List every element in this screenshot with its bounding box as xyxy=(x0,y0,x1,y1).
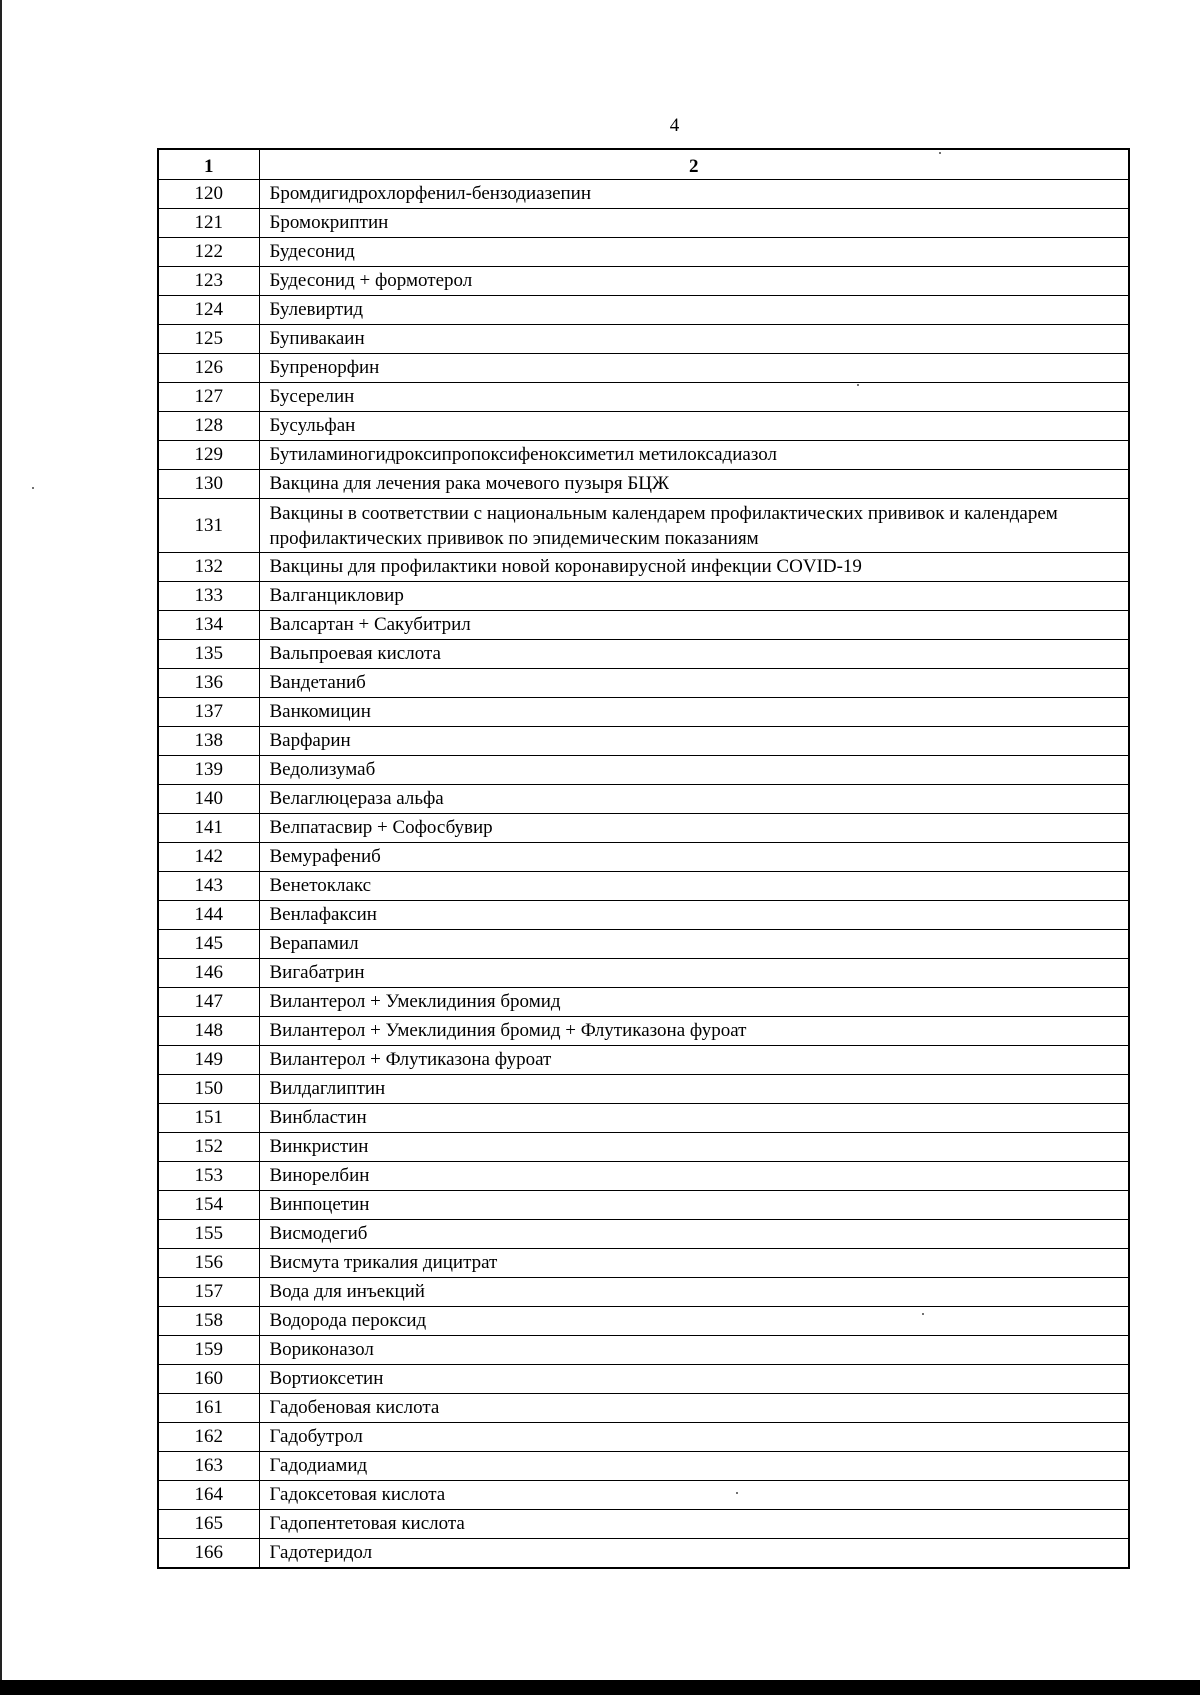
row-number-cell: 130 xyxy=(158,470,259,499)
row-number-cell: 125 xyxy=(158,325,259,354)
table-row xyxy=(158,611,1129,640)
row-number-cell: 162 xyxy=(158,1423,259,1452)
table-row xyxy=(158,441,1129,470)
medication-name-cell: Булевиртид xyxy=(259,296,1129,325)
medication-name-cell: Бромдигидрохлорфенил-бензодиазепин xyxy=(259,180,1129,209)
medication-name-cell: Валганцикловир xyxy=(259,582,1129,611)
row-number-cell: 144 xyxy=(158,901,259,930)
row-number-cell: 150 xyxy=(158,1075,259,1104)
medication-name-cell: Бромокриптин xyxy=(259,209,1129,238)
medication-name-cell: Вилдаглиптин xyxy=(259,1075,1129,1104)
table-row xyxy=(158,1452,1129,1481)
table-row xyxy=(158,209,1129,238)
medication-name-cell: Венетоклакс xyxy=(259,872,1129,901)
medication-name-cell: Вальпроевая кислота xyxy=(259,640,1129,669)
table-header-row xyxy=(158,149,1129,180)
table-row xyxy=(158,553,1129,582)
table-row xyxy=(158,238,1129,267)
medication-name-cell: Гадопентетовая кислота xyxy=(259,1510,1129,1539)
medication-name-cell: Винорелбин xyxy=(259,1162,1129,1191)
row-number-cell: 131 xyxy=(158,499,259,553)
row-number-cell: 165 xyxy=(158,1510,259,1539)
medication-name-cell: Будесонид xyxy=(259,238,1129,267)
table-row xyxy=(158,1481,1129,1510)
medication-name-cell: Винкристин xyxy=(259,1133,1129,1162)
row-number-cell: 154 xyxy=(158,1191,259,1220)
table-row xyxy=(158,1017,1129,1046)
row-number-cell: 160 xyxy=(158,1365,259,1394)
row-number-cell: 156 xyxy=(158,1249,259,1278)
table-row xyxy=(158,785,1129,814)
medication-name-cell: Вакцины в соответствии с национальным календарем профилактических прививок и календарем профилактических прививок по эпидемическим показаниям xyxy=(259,499,1129,553)
scan-speck xyxy=(857,384,859,386)
row-number-cell: 146 xyxy=(158,959,259,988)
row-number-cell: 136 xyxy=(158,669,259,698)
table-row xyxy=(158,1191,1129,1220)
medication-name-cell: Велпатасвир + Софосбувир xyxy=(259,814,1129,843)
row-number-cell: 166 xyxy=(158,1539,259,1569)
medication-name-cell: Ведолизумаб xyxy=(259,756,1129,785)
table-row xyxy=(158,470,1129,499)
table-row xyxy=(158,1394,1129,1423)
table-row xyxy=(158,1133,1129,1162)
table-row xyxy=(158,296,1129,325)
row-number-cell: 128 xyxy=(158,412,259,441)
table-row xyxy=(158,383,1129,412)
medication-name-cell: Варфарин xyxy=(259,727,1129,756)
table-body xyxy=(158,180,1129,1569)
table-row xyxy=(158,499,1129,553)
page-number: 4 xyxy=(669,115,680,136)
medication-name-cell: Бусерелин xyxy=(259,383,1129,412)
medication-name-cell: Винбластин xyxy=(259,1104,1129,1133)
row-number-cell: 133 xyxy=(158,582,259,611)
row-number-cell: 135 xyxy=(158,640,259,669)
column-header-number: 1 xyxy=(158,149,259,180)
row-number-cell: 145 xyxy=(158,930,259,959)
medication-name-cell: Вакцины для профилактики новой коронавирусной инфекции COVID-19 xyxy=(259,553,1129,582)
table-row xyxy=(158,1162,1129,1191)
medication-name-cell: Гадоксетовая кислота xyxy=(259,1481,1129,1510)
row-number-cell: 148 xyxy=(158,1017,259,1046)
row-number-cell: 155 xyxy=(158,1220,259,1249)
table-row xyxy=(158,930,1129,959)
row-number-cell: 151 xyxy=(158,1104,259,1133)
table-row xyxy=(158,1104,1129,1133)
row-number-cell: 134 xyxy=(158,611,259,640)
medication-name-cell: Бупренорфин xyxy=(259,354,1129,383)
table-row xyxy=(158,1539,1129,1569)
row-number-cell: 164 xyxy=(158,1481,259,1510)
table-row xyxy=(158,727,1129,756)
table-row xyxy=(158,1365,1129,1394)
medication-name-cell: Гадодиамид xyxy=(259,1452,1129,1481)
row-number-cell: 138 xyxy=(158,727,259,756)
table-row xyxy=(158,698,1129,727)
table-row xyxy=(158,325,1129,354)
table-row xyxy=(158,180,1129,209)
table-row xyxy=(158,843,1129,872)
table-row xyxy=(158,582,1129,611)
row-number-cell: 137 xyxy=(158,698,259,727)
medication-name-cell: Бупивакаин xyxy=(259,325,1129,354)
table-row xyxy=(158,814,1129,843)
row-number-cell: 139 xyxy=(158,756,259,785)
row-number-cell: 147 xyxy=(158,988,259,1017)
table-row xyxy=(158,1249,1129,1278)
table-row xyxy=(158,959,1129,988)
medication-name-cell: Вилантерол + Флутиказона фуроат xyxy=(259,1046,1129,1075)
row-number-cell: 163 xyxy=(158,1452,259,1481)
row-number-cell: 122 xyxy=(158,238,259,267)
medication-name-cell: Ванкомицин xyxy=(259,698,1129,727)
medication-name-cell: Вакцина для лечения рака мочевого пузыря БЦЖ xyxy=(259,470,1129,499)
row-number-cell: 149 xyxy=(158,1046,259,1075)
medication-name-cell: Гадотеридол xyxy=(259,1539,1129,1569)
table-row xyxy=(158,640,1129,669)
medication-name-cell: Вортиоксетин xyxy=(259,1365,1129,1394)
row-number-cell: 153 xyxy=(158,1162,259,1191)
medication-name-cell: Венлафаксин xyxy=(259,901,1129,930)
row-number-cell: 127 xyxy=(158,383,259,412)
table-row xyxy=(158,669,1129,698)
medication-name-cell: Бусульфан xyxy=(259,412,1129,441)
medication-name-cell: Вемурафениб xyxy=(259,843,1129,872)
medication-name-cell: Верапамил xyxy=(259,930,1129,959)
row-number-cell: 123 xyxy=(158,267,259,296)
scan-speck xyxy=(939,152,941,154)
table-row xyxy=(158,756,1129,785)
table-row xyxy=(158,1075,1129,1104)
row-number-cell: 161 xyxy=(158,1394,259,1423)
row-number-cell: 141 xyxy=(158,814,259,843)
row-number-cell: 124 xyxy=(158,296,259,325)
table-row xyxy=(158,872,1129,901)
table-row xyxy=(158,1046,1129,1075)
table-row xyxy=(158,267,1129,296)
scan-speck xyxy=(922,1313,924,1315)
medication-name-cell: Водорода пероксид xyxy=(259,1307,1129,1336)
medication-name-cell: Винпоцетин xyxy=(259,1191,1129,1220)
medication-name-cell: Бутиламиногидроксипропоксифеноксиметил метилоксадиазол xyxy=(259,441,1129,470)
table-row xyxy=(158,412,1129,441)
row-number-cell: 157 xyxy=(158,1278,259,1307)
table-row xyxy=(158,901,1129,930)
row-number-cell: 120 xyxy=(158,180,259,209)
medication-name-cell: Гадобеновая кислота xyxy=(259,1394,1129,1423)
medication-name-cell: Вилантерол + Умеклидиния бромид + Флутиказона фуроат xyxy=(259,1017,1129,1046)
medication-table xyxy=(157,148,1130,1569)
table-row xyxy=(158,1278,1129,1307)
table-row xyxy=(158,1336,1129,1365)
table-row xyxy=(158,1423,1129,1452)
medication-name-cell: Вилантерол + Умеклидиния бромид xyxy=(259,988,1129,1017)
medication-name-cell: Вода для инъекций xyxy=(259,1278,1129,1307)
table-row xyxy=(158,988,1129,1017)
medication-name-cell: Вигабатрин xyxy=(259,959,1129,988)
table-row xyxy=(158,354,1129,383)
row-number-cell: 142 xyxy=(158,843,259,872)
row-number-cell: 121 xyxy=(158,209,259,238)
medication-name-cell: Вориконазол xyxy=(259,1336,1129,1365)
medication-name-cell: Велаглюцераза альфа xyxy=(259,785,1129,814)
medication-name-cell: Висмута трикалия дицитрат xyxy=(259,1249,1129,1278)
scan-speck xyxy=(32,487,34,489)
table-row xyxy=(158,1510,1129,1539)
row-number-cell: 143 xyxy=(158,872,259,901)
row-number-cell: 152 xyxy=(158,1133,259,1162)
row-number-cell: 158 xyxy=(158,1307,259,1336)
row-number-cell: 132 xyxy=(158,553,259,582)
medication-name-cell: Будесонид + формотерол xyxy=(259,267,1129,296)
row-number-cell: 126 xyxy=(158,354,259,383)
scan-speck xyxy=(736,1492,738,1494)
medication-name-cell: Висмодегиб xyxy=(259,1220,1129,1249)
row-number-cell: 129 xyxy=(158,441,259,470)
column-header-name: 2 xyxy=(259,149,1129,180)
row-number-cell: 159 xyxy=(158,1336,259,1365)
medication-name-cell: Гадобутрол xyxy=(259,1423,1129,1452)
medication-name-cell: Валсартан + Сакубитрил xyxy=(259,611,1129,640)
table-row xyxy=(158,1220,1129,1249)
medication-name-cell: Вандетаниб xyxy=(259,669,1129,698)
row-number-cell: 140 xyxy=(158,785,259,814)
table-row xyxy=(158,1307,1129,1336)
